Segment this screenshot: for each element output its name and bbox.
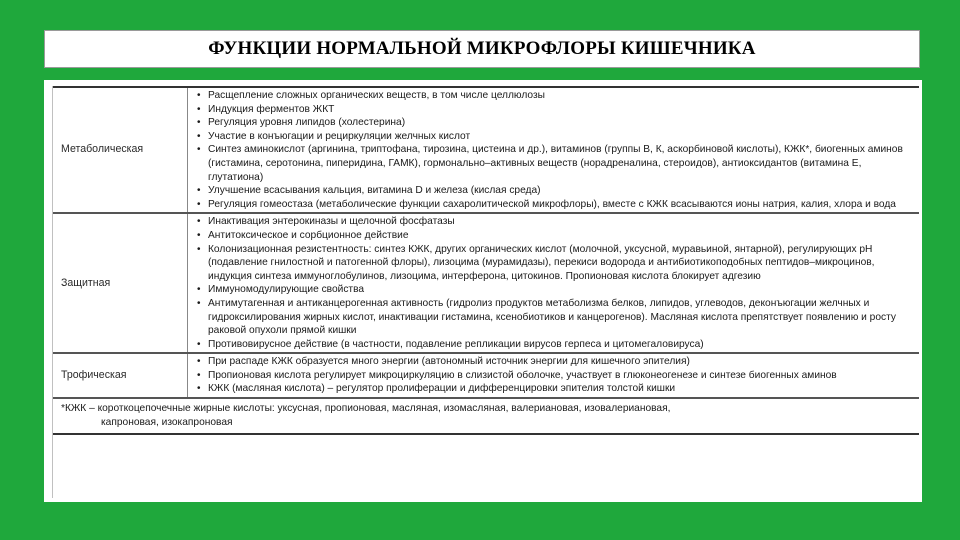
list-item: • Расщепление сложных органических веществ, в том числе целлюлозы (194, 89, 911, 103)
list-item: • Пропионовая кислота регулирует микроциркуляцию в слизистой оболочке, участвует в глюконеогенезе и синтезе биогенных аминов (194, 369, 911, 383)
footnote-line: капроновая, изокапроновая (101, 417, 233, 429)
footnote-cell (53, 398, 919, 434)
title-box (44, 30, 920, 68)
items-list (194, 89, 911, 211)
list-item: • Антитоксическое и сорбционное действие (194, 229, 911, 243)
items-cell (188, 353, 920, 398)
items-list (194, 355, 911, 396)
page-title: ФУНКЦИИ НОРМАЛЬНОЙ МИКРОФЛОРЫ КИШЕЧНИКА (208, 38, 756, 59)
footnote-line: *КЖК – короткоцепочечные жирные кислоты: уксусная, пропионовая, масляная, изомасляная, валериановая, изовалериановая, (61, 403, 671, 415)
list-item: • Колонизационная резистентность: синтез КЖК, других органических кислот (молочной, уксусной, муравьиной, янтарной), регулирующих pH (подавление гнилостной и патогенной флоры), лизоцима (мурамидазы), перекиси водорода и антибиотикоподобных пептидов–микроцинов, индукция синтеза иммуноглобулинов, лизоцима, интерферона, цитокинов. Пропионовая кислота блокирует адгезию (194, 243, 911, 284)
table-body (53, 87, 919, 434)
table-row-protective (53, 213, 919, 353)
list-item: • Регуляция уровня липидов (холестерина) (194, 116, 911, 130)
table-row-metabolic (53, 87, 919, 213)
category-cell: Трофическая (53, 353, 188, 398)
category-cell: Метаболическая (53, 87, 188, 213)
list-item: • При распаде КЖК образуется много энергии (автономный источник энергии для кишечного эпителия) (194, 355, 911, 369)
category-cell: Защитная (53, 213, 188, 353)
list-item: • Регуляция гомеостаза (метаболические функции сахаролитической микрофлоры), вместе с КЖК всасываются ионы натрия, калия, хлора и вода (194, 198, 911, 212)
list-item: • Антимутагенная и антиканцерогенная активность (гидролиз продуктов метаболизма белков, липидов, углеводов, деконъюгации желчных и гидроксилирования жирных кислот, инактивации гистамина, ксенобиотиков и канцерогенов). Масляная кислота препятствует появлению и росту раковой опухоли прямой кишки (194, 297, 911, 338)
table-row-trophic (53, 353, 919, 398)
items-list (194, 215, 911, 351)
table-container (52, 86, 919, 498)
content-panel (44, 80, 922, 502)
footnote-row (53, 398, 919, 434)
list-item: • Улучшение всасывания кальция, витамина D и железа (кислая среда) (194, 184, 911, 198)
list-item: • Участие в конъюгации и рециркуляции желчных кислот (194, 130, 911, 144)
list-item: • Индукция ферментов ЖКТ (194, 103, 911, 117)
list-item: • Иммуномодулирующие свойства (194, 283, 911, 297)
list-item: • КЖК (масляная кислота) – регулятор пролиферации и дифференцировки эпителия толстой кишки (194, 382, 911, 396)
list-item: • Инактивация энтерокиназы и щелочной фосфатазы (194, 215, 911, 229)
list-item: • Синтез аминокислот (аргинина, триптофана, тирозина, цистеина и др.), витаминов (группы В, К, аскорбиновой кислоты), КЖК*, биогенных аминов (гистамина, серотонина, пиперидина, ГАМК), гормонально–активных веществ (норадреналина, стероидов), антиоксидантов (витамина Е, глутатиона) (194, 143, 911, 184)
items-cell (188, 213, 920, 353)
list-item: • Противовирусное действие (в частности, подавление репликации вирусов герпеса и цитомегаловируса) (194, 338, 911, 352)
items-cell (188, 87, 920, 213)
functions-table (53, 86, 919, 435)
